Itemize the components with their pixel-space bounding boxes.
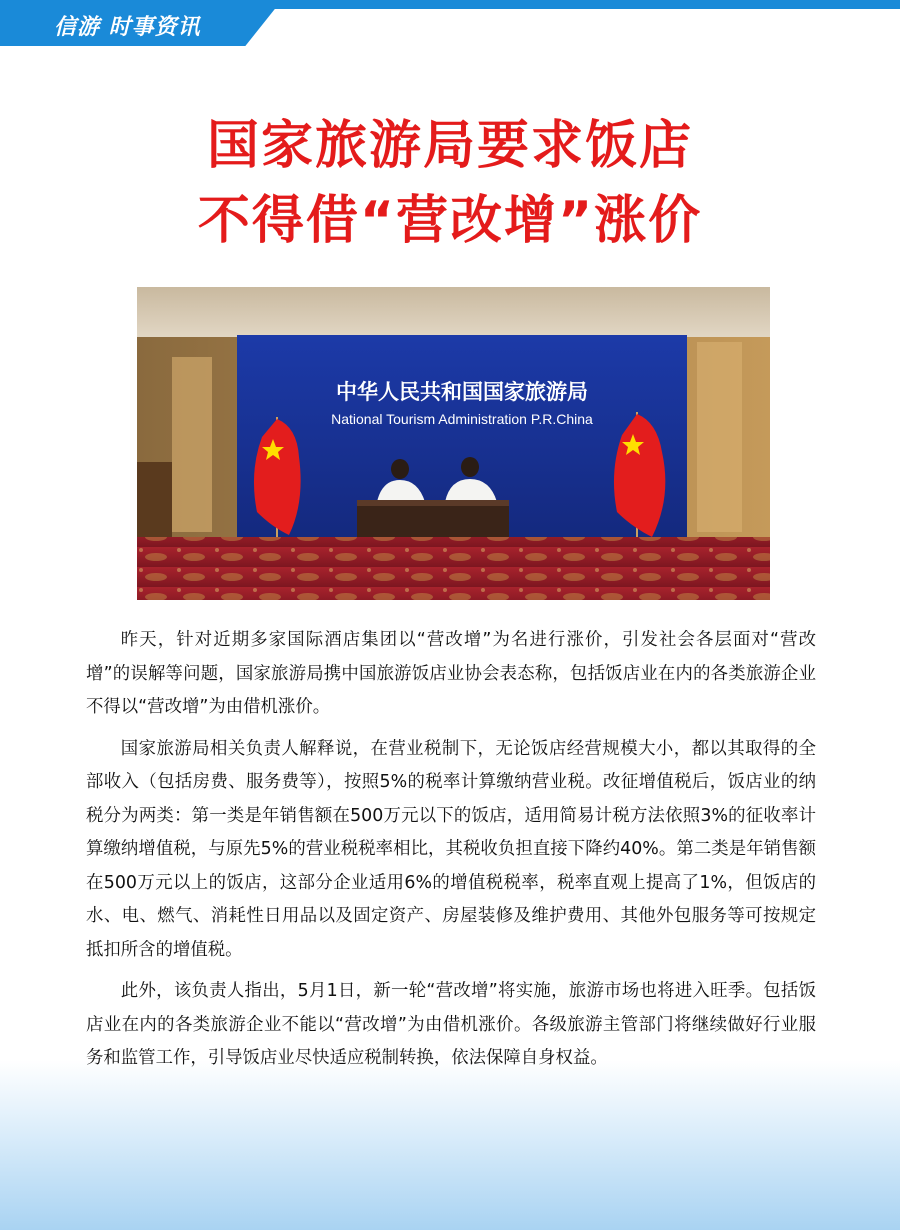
article-paragraph-3: 此外，该负责人指出，5月1日，新一轮“营改增”将实施，旅游市场也将进入旺季。包括饭店业在内的各类旅游企业不能以“营改增”为由借机涨价。各级旅游主管部门将继续做好行业服务和监管工作，引导饭店业尽快适应税制转换，依法保障自身权益。	[86, 981, 816, 1068]
page-title-line-1: 国家旅游局要求饭店	[206, 116, 693, 176]
red-carpet	[137, 537, 770, 600]
section-header	[0, 0, 900, 46]
article-paragraph-1: 昨天，针对近期多家国际酒店集团以“营改增”为名进行涨价，引发社会各层面对“营改增”的误解等问题，国家旅游局携中国旅游饭店业协会表态称，包括饭店业在内的各类旅游企业不得以“营改增”为由借机涨价。	[86, 630, 816, 717]
page-title-line-2: 不得借“营改增”涨价	[197, 191, 703, 251]
header-label: 信游 时事资讯	[54, 14, 201, 40]
article-body	[86, 624, 816, 1084]
backdrop-english-text: National Tourism Administration P.R.China	[331, 411, 593, 427]
press-conference-photo	[137, 287, 770, 600]
article-paragraph-2: 国家旅游局相关负责人解释说，在营业税制下，无论饭店经营规模大小，都以其取得的全部收入（包括房费、服务费等），按照5%的税率计算缴纳营业税。改征增值税后，饭店业的纳税分为两类：第一类是年销售额在500万元以下的饭店，适用简易计税方法依照3%的征收率计算缴纳增值税，与原先5%的营业税税率相比，其税收负担直接下降约40%。第二类是年销售额在500万元以上的饭店，这部分企业适用6%的增值税税率，税率直观上提高了1%，但饭店的水、电、燃气、消耗性日用品以及固定资产、房屋装修及维护费用、其他外包服务等可按规定抵扣所含的增值税。	[86, 738, 816, 960]
backdrop-chinese-text: 中华人民共和国国家旅游局	[336, 380, 588, 404]
bottom-gradient	[0, 1060, 900, 1230]
